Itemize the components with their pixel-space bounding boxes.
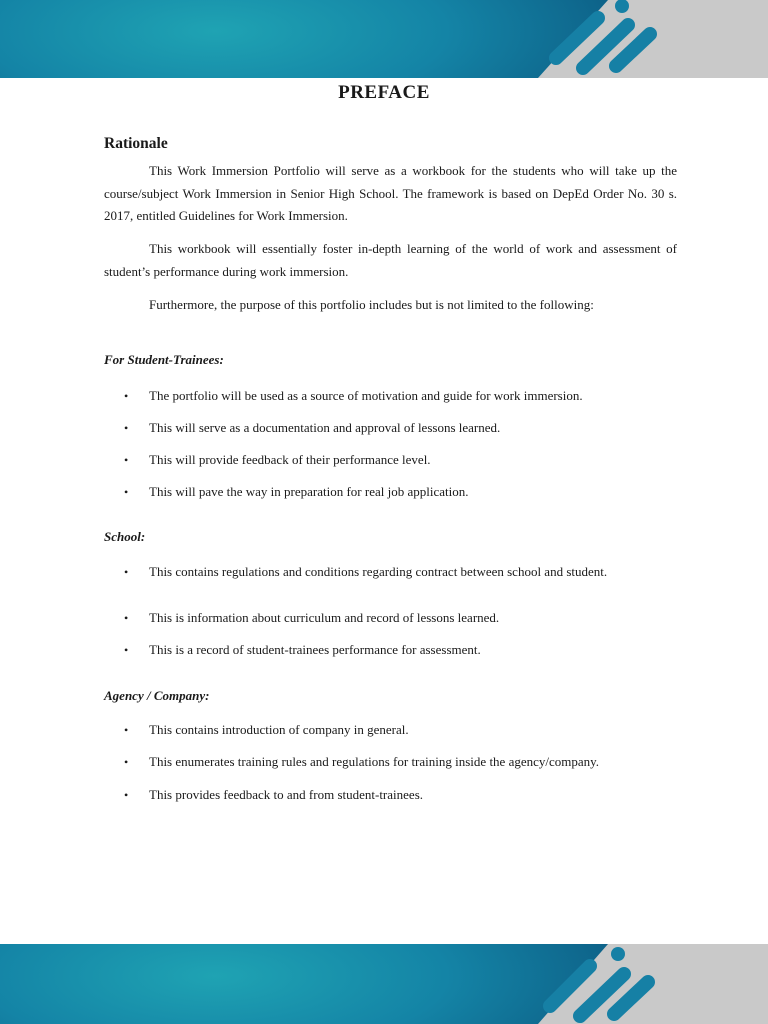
rationale-paragraph-2: This workbook will essentially foster in-depth learning of the world of work and assessment of student’s performance during work immersion. bbox=[104, 241, 677, 279]
bullet-icon: • bbox=[124, 421, 129, 435]
bullet-icon: • bbox=[124, 485, 129, 499]
school-heading: School: bbox=[104, 529, 146, 544]
student-trainees-heading: For Student-Trainees: bbox=[104, 352, 224, 367]
list-item: • This will serve as a documentation and approval of lessons learned. bbox=[104, 417, 677, 439]
list-item: • This will pave the way in preparation for real job application. bbox=[104, 481, 677, 503]
footer-band bbox=[0, 944, 768, 1024]
list-item: • This contains introduction of company in general. bbox=[104, 719, 677, 741]
bullet-icon: • bbox=[124, 389, 129, 403]
list-item: • This will provide feedback of their performance level. bbox=[104, 449, 677, 471]
bullet-icon: • bbox=[124, 788, 129, 802]
rationale-heading: Rationale bbox=[104, 135, 168, 152]
page-title: PREFACE bbox=[338, 82, 430, 103]
bullet-icon: • bbox=[124, 723, 129, 737]
rationale-paragraph-3: Furthermore, the purpose of this portfolio includes but is not limited to the following: bbox=[149, 297, 594, 312]
bullet-icon: • bbox=[124, 643, 129, 657]
agency-company-heading: Agency / Company: bbox=[104, 688, 210, 703]
list-item: • This is information about curriculum and record of lessons learned. bbox=[104, 607, 677, 629]
bullet-icon: • bbox=[124, 453, 129, 467]
rationale-paragraph-1: This Work Immersion Portfolio will serve as a workbook for the students who will take up the course/subject Work Immersion in Senior High School. The framework is based on DepEd Order No. 30 s. 2017, entitled Guidelines for Work Immersion. bbox=[104, 163, 677, 223]
bullet-icon: • bbox=[124, 565, 129, 579]
list-item: • This enumerates training rules and regulations for training inside the agency/company. bbox=[104, 751, 677, 773]
list-item: • The portfolio will be used as a source of motivation and guide for work immersion. bbox=[104, 385, 677, 407]
bullet-icon: • bbox=[124, 611, 129, 625]
bullet-icon: • bbox=[124, 755, 129, 769]
list-item: • This provides feedback to and from student-trainees. bbox=[104, 784, 677, 806]
decorative-stripes-icon bbox=[478, 944, 768, 1024]
decorative-stripes-icon bbox=[478, 0, 768, 78]
header-band bbox=[0, 0, 768, 78]
list-item: • This is a record of student-trainees performance for assessment. bbox=[104, 639, 677, 661]
list-item: • This contains regulations and conditions regarding contract between school and student. bbox=[104, 561, 677, 583]
